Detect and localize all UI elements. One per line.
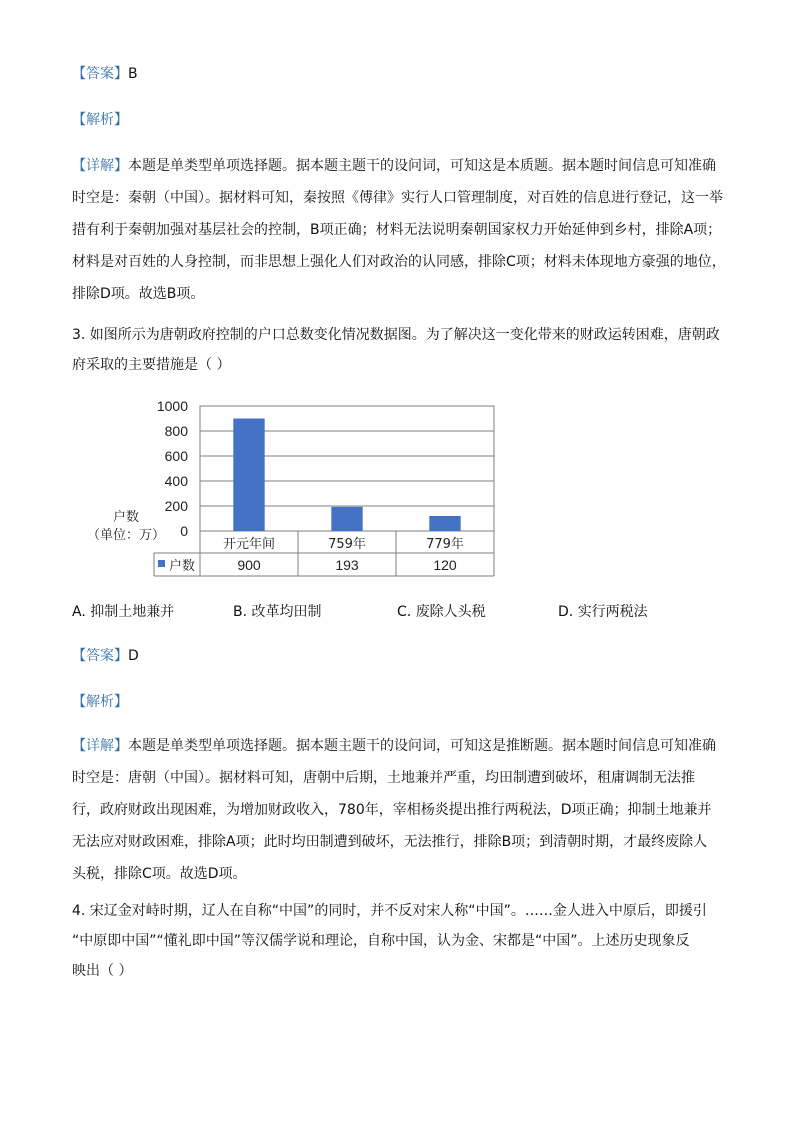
option-a[interactable]: A. 抑制土地兼并 (72, 604, 175, 620)
y-tick-label: 400 (164, 473, 188, 489)
data-label: 193 (335, 557, 359, 573)
data-label: 120 (433, 557, 457, 573)
detail-line: 【详解】本题是单类型单项选择题。据本题主题干的设问词，可知这是推断题。据本题时间信息可知准确 (72, 738, 716, 754)
q2-detail (72, 150, 732, 310)
chart-bars (233, 419, 460, 532)
question-line: 府采取的主要措施是（ ） (72, 357, 231, 373)
option-c[interactable]: C. 废除人头税 (397, 604, 486, 620)
question-line: “中原即中国”“懂礼即中国”等汉儒学说和理论，自称中国，认为金、宋都是“中国”。上述历史现象反 (72, 933, 690, 949)
chart-y-ticks (157, 398, 188, 539)
household-bar-chart (86, 392, 500, 582)
option-b[interactable]: B. 改革均田制 (233, 604, 322, 620)
q3-options (72, 598, 732, 626)
y-axis-label: 户数 (112, 510, 140, 525)
y-tick-label: 1000 (156, 398, 188, 414)
y-tick-label: 600 (164, 448, 188, 464)
detail-line: 头税，排除C项。故选D项。 (72, 866, 247, 882)
q3-detail (72, 730, 732, 890)
q2-analysis-tag: 【解析】 (72, 112, 128, 128)
q3-answer-line (72, 640, 732, 672)
q2-answer-line (72, 58, 732, 90)
chart-y-label (87, 509, 165, 543)
y-tick-label: 0 (180, 523, 188, 539)
detail-tag: 【详解】 (72, 158, 128, 174)
x-category-label: 开元年间 (222, 537, 276, 552)
detail-line: 【详解】本题是单类型单项选择题。据本题主题干的设问词，可知这是本质题。据本题时间信息可知准确 (72, 158, 716, 174)
detail-line: 材料是对百姓的人身控制，而非思想上强化人们对政治的认同感，排除C项；材料未体现地方豪强的地位， (72, 254, 726, 270)
answer-tag: 【答案】 (72, 648, 128, 664)
detail-line: 时空是：唐朝（中国）。据材料可知，唐朝中后期，土地兼并严重，均田制遭到破坏，租庸调制无法推 (72, 770, 695, 786)
answer-tag: 【答案】 (72, 66, 128, 82)
answer-value: D (128, 648, 139, 664)
detail-line: 行，政府财政出现困难，为增加财政收入，780年，宰相杨炎提出推行两税法，D项正确；抑制土地兼并 (72, 802, 712, 818)
bar (233, 419, 264, 532)
question-line: 3. 如图所示为唐朝政府控制的户口总数变化情况数据图。为了解决这一变化带来的财政运转困难，唐朝政 (72, 327, 720, 343)
bar (331, 507, 362, 531)
q3-analysis-tag: 【解析】 (72, 694, 128, 710)
detail-line: 无法应对财政困难，排除A项；此时均田制遭到破坏，无法推行，排除B项；到清朝时期，才最终废除人 (72, 834, 708, 850)
y-axis-label-unit: （单位：万） (86, 528, 166, 543)
x-category-label: 759年 (328, 537, 366, 552)
legend-swatch (158, 560, 165, 567)
bar (429, 516, 460, 531)
question-line: 映出（ ） (72, 963, 133, 979)
detail-line: 排除D项。故选B项。 (72, 286, 205, 302)
y-tick-label: 800 (164, 423, 188, 439)
x-category-label: 779年 (426, 537, 464, 552)
data-label: 900 (237, 557, 261, 573)
detail-line: 时空是：秦朝（中国）。据材料可知，秦按照《傅律》实行人口管理制度，对百姓的信息进行登记，这一举 (72, 190, 723, 206)
question-line: 4. 宋辽金对峙时期，辽人在自称“中国”的同时，并不反对宋人称“中国”。……金人进入中原后，即援引 (72, 903, 707, 919)
q3-question (72, 320, 732, 380)
answer-value: B (128, 66, 138, 82)
chart-data-table (154, 531, 494, 576)
detail-line: 措有利于秦朝加强对基层社会的控制，B项正确；材料无法说明秦朝国家权力开始延伸到乡村，排除A项； (72, 222, 722, 238)
option-d[interactable]: D. 实行两税法 (558, 604, 648, 620)
legend-label: 户数 (169, 559, 196, 574)
detail-tag: 【详解】 (72, 738, 128, 754)
q4-question (72, 896, 732, 986)
y-tick-label: 200 (164, 498, 188, 514)
